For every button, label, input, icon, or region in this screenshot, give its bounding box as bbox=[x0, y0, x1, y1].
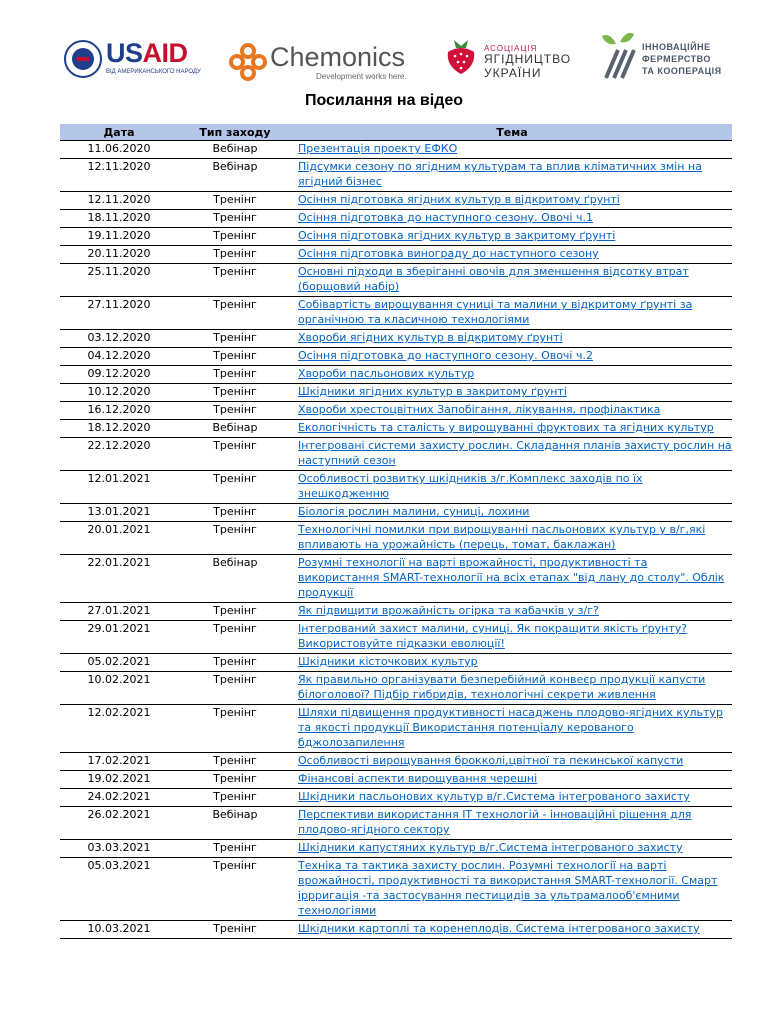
topic-video-link[interactable]: Технологічні помилки при вирощуванні пасльонових культур у в/г,які впливають на урожайність (перець, томат, баклажан) bbox=[298, 523, 706, 551]
table-row bbox=[60, 330, 732, 348]
row-event-type: Тренінг bbox=[178, 921, 292, 939]
topic-video-link[interactable]: Фінансові аспекти вирощування черешні bbox=[298, 772, 538, 785]
sprout-icon bbox=[600, 30, 636, 80]
row-topic-cell bbox=[292, 555, 732, 603]
row-event-type: Тренінг bbox=[178, 471, 292, 504]
row-event-type: Тренінг bbox=[178, 840, 292, 858]
topic-video-link[interactable]: Шкідники кісточкових культур bbox=[298, 655, 478, 668]
row-topic-cell bbox=[292, 504, 732, 522]
row-event-type: Тренінг bbox=[178, 789, 292, 807]
row-topic-cell bbox=[292, 366, 732, 384]
row-date: 20.01.2021 bbox=[60, 522, 178, 555]
row-event-type: Тренінг bbox=[178, 504, 292, 522]
row-date: 29.01.2021 bbox=[60, 621, 178, 654]
row-event-type: Тренінг bbox=[178, 522, 292, 555]
row-topic-cell bbox=[292, 264, 732, 297]
table-row bbox=[60, 438, 732, 471]
row-event-type: Тренінг bbox=[178, 705, 292, 753]
row-topic-cell bbox=[292, 840, 732, 858]
row-date: 22.01.2021 bbox=[60, 555, 178, 603]
row-topic-cell bbox=[292, 297, 732, 330]
row-event-type: Тренінг bbox=[178, 402, 292, 420]
row-event-type: Тренінг bbox=[178, 858, 292, 921]
row-date: 11.06.2020 bbox=[60, 141, 178, 159]
table-row bbox=[60, 192, 732, 210]
row-topic-cell bbox=[292, 228, 732, 246]
row-event-type: Тренінг bbox=[178, 438, 292, 471]
row-date: 10.03.2021 bbox=[60, 921, 178, 939]
row-topic-cell bbox=[292, 771, 732, 789]
row-topic-cell bbox=[292, 438, 732, 471]
row-topic-cell bbox=[292, 858, 732, 921]
row-topic-cell bbox=[292, 348, 732, 366]
row-topic-cell bbox=[292, 420, 732, 438]
row-topic-cell bbox=[292, 753, 732, 771]
row-date: 13.01.2021 bbox=[60, 504, 178, 522]
row-event-type: Тренінг bbox=[178, 384, 292, 402]
topic-video-link[interactable]: Хвороби хрестоцвітних Запобігання, лікування, профілактика bbox=[298, 403, 661, 416]
row-topic-cell bbox=[292, 807, 732, 840]
row-date: 12.11.2020 bbox=[60, 192, 178, 210]
row-event-type: Тренінг bbox=[178, 297, 292, 330]
chemonics-tagline: Development works here. bbox=[316, 72, 407, 81]
video-links-table bbox=[60, 124, 732, 939]
topic-video-link[interactable]: Шляхи підвищення продуктивності насаджень плодово-ягідних культур та якості продукції Використання потенціалу керованого бджолозапилення bbox=[298, 706, 723, 749]
row-date: 10.02.2021 bbox=[60, 672, 178, 705]
topic-video-link[interactable]: Осіння підготовка до наступного сезону. Овочі ч.1 bbox=[298, 211, 593, 224]
page-title: Посилання на відео bbox=[304, 92, 464, 109]
topic-video-link[interactable]: Презентація проекту ЕФКО bbox=[298, 142, 458, 155]
row-event-type: Тренінг bbox=[178, 246, 292, 264]
row-date: 05.03.2021 bbox=[60, 858, 178, 921]
row-event-type: Тренінг bbox=[178, 192, 292, 210]
column-header-type: Тип заходу bbox=[178, 124, 292, 141]
column-header-topic: Тема bbox=[292, 124, 732, 141]
table-row bbox=[60, 840, 732, 858]
row-event-type: Тренінг bbox=[178, 771, 292, 789]
table-row bbox=[60, 159, 732, 192]
topic-video-link[interactable]: Підсумки сезону по ягідним культурам та вплив кліматичних змін на ягідний бізнес bbox=[298, 160, 702, 188]
row-event-type: Вебінар bbox=[178, 807, 292, 840]
column-header-date: Дата bbox=[60, 124, 178, 141]
row-event-type: Тренінг bbox=[178, 348, 292, 366]
association-line-1: АСОЦІАЦІЯ bbox=[484, 44, 538, 53]
chemonics-mark-icon bbox=[228, 42, 268, 82]
row-topic-cell bbox=[292, 210, 732, 228]
row-event-type: Вебінар bbox=[178, 555, 292, 603]
table-header-row bbox=[60, 124, 732, 141]
row-event-type: Тренінг bbox=[178, 621, 292, 654]
row-topic-cell bbox=[292, 603, 732, 621]
topic-video-link[interactable]: Шкідники картоплі та коренеплодів. Система інтегрованого захисту bbox=[298, 922, 700, 935]
topic-video-link[interactable]: Шкідники ягідних культур в закритому ґрунті bbox=[298, 385, 567, 398]
topic-video-link[interactable]: Екологічність та сталість у вирощуванні фруктових та ягідних культур bbox=[298, 421, 714, 434]
row-event-type: Тренінг bbox=[178, 330, 292, 348]
row-date: 10.12.2020 bbox=[60, 384, 178, 402]
innovative-line-2: ФЕРМЕРСТВО bbox=[642, 54, 711, 64]
row-event-type: Тренінг bbox=[178, 753, 292, 771]
row-date: 27.01.2021 bbox=[60, 603, 178, 621]
row-topic-cell bbox=[292, 522, 732, 555]
topic-video-link[interactable]: Осіння підготовка ягідних культур в закритому ґрунті bbox=[298, 229, 616, 242]
row-topic-cell bbox=[292, 330, 732, 348]
row-topic-cell bbox=[292, 921, 732, 939]
topic-video-link[interactable]: Біологія рослин малини, суниці, лохини bbox=[298, 505, 530, 518]
row-date: 20.11.2020 bbox=[60, 246, 178, 264]
row-date: 04.12.2020 bbox=[60, 348, 178, 366]
row-topic-cell bbox=[292, 192, 732, 210]
topic-video-link[interactable]: Шкідники пасльонових культур в/г.Система інтегрованого захисту bbox=[298, 790, 690, 803]
table-row bbox=[60, 705, 732, 753]
table-row bbox=[60, 246, 732, 264]
row-date: 12.11.2020 bbox=[60, 159, 178, 192]
row-date: 19.11.2020 bbox=[60, 228, 178, 246]
row-date: 12.02.2021 bbox=[60, 705, 178, 753]
table-row bbox=[60, 522, 732, 555]
row-date: 22.12.2020 bbox=[60, 438, 178, 471]
table-row bbox=[60, 603, 732, 621]
row-date: 03.03.2021 bbox=[60, 840, 178, 858]
table-row bbox=[60, 264, 732, 297]
topic-video-link[interactable]: Особливості розвитку шкідників з/г.Комплекс заходів по їх знешкодженню bbox=[298, 472, 643, 500]
row-event-type: Тренінг bbox=[178, 264, 292, 297]
table-row bbox=[60, 141, 732, 159]
topic-video-link[interactable]: Осіння підготовка винограду до наступного сезону bbox=[298, 247, 599, 260]
topic-video-link[interactable]: Осіння підготовка до наступного сезону. Овочі ч.2 bbox=[298, 349, 593, 362]
association-line-2: ЯГІДНИЦТВО bbox=[484, 52, 572, 66]
topic-video-link[interactable]: Як підвищити врожайність огірка та кабачків у з/г? bbox=[298, 604, 599, 617]
association-logo bbox=[444, 36, 604, 96]
logo-strip bbox=[60, 30, 740, 90]
row-event-type: Вебінар bbox=[178, 159, 292, 192]
row-event-type: Тренінг bbox=[178, 210, 292, 228]
row-date: 17.02.2021 bbox=[60, 753, 178, 771]
table-row bbox=[60, 228, 732, 246]
table-row bbox=[60, 654, 732, 672]
row-topic-cell bbox=[292, 159, 732, 192]
row-topic-cell bbox=[292, 471, 732, 504]
row-event-type: Тренінг bbox=[178, 366, 292, 384]
table-row bbox=[60, 807, 732, 840]
row-date: 25.11.2020 bbox=[60, 264, 178, 297]
row-date: 27.11.2020 bbox=[60, 297, 178, 330]
table-row bbox=[60, 420, 732, 438]
table-row bbox=[60, 753, 732, 771]
table-row bbox=[60, 789, 732, 807]
innovative-line-3: ТА КООПЕРАЦІЯ bbox=[642, 66, 722, 76]
table-row bbox=[60, 366, 732, 384]
topic-video-link[interactable]: Інтегрований захист малини, суниці. Як покращити якість ґрунту? Використовуйте підказки еволюції! bbox=[298, 622, 688, 650]
row-event-type: Вебінар bbox=[178, 141, 292, 159]
row-topic-cell bbox=[292, 246, 732, 264]
row-topic-cell bbox=[292, 384, 732, 402]
topic-video-link[interactable]: Хвороби ягідних культур в відкритому ґрунті bbox=[298, 331, 563, 344]
row-date: 26.02.2021 bbox=[60, 807, 178, 840]
innovative-line-1: ІННОВАЦІЙНЕ bbox=[642, 42, 711, 52]
table-row bbox=[60, 384, 732, 402]
table-row bbox=[60, 297, 732, 330]
row-topic-cell bbox=[292, 672, 732, 705]
row-topic-cell bbox=[292, 705, 732, 753]
association-line-3: УКРАЇНИ bbox=[484, 66, 542, 80]
topic-video-link[interactable]: Собівартість вирощування суниці та малини у відкритому ґрунті за органічною та класичною технологіями bbox=[298, 298, 693, 326]
usaid-seal-icon bbox=[64, 40, 102, 78]
row-topic-cell bbox=[292, 654, 732, 672]
table-row bbox=[60, 771, 732, 789]
row-date: 24.02.2021 bbox=[60, 789, 178, 807]
row-date: 05.02.2021 bbox=[60, 654, 178, 672]
row-date: 19.02.2021 bbox=[60, 771, 178, 789]
row-date: 09.12.2020 bbox=[60, 366, 178, 384]
topic-video-link[interactable]: Як правильно організувати безперебійний конвеєр продукції капусти білоголової? Підбір гибридів, технологічні секрети живлення bbox=[298, 673, 706, 701]
table-row bbox=[60, 471, 732, 504]
usaid-tagline: ВІД АМЕРИКАНСЬКОГО НАРОДУ bbox=[106, 69, 201, 75]
row-date: 12.01.2021 bbox=[60, 471, 178, 504]
chemonics-wordmark: Chemonics bbox=[270, 42, 406, 72]
topic-video-link[interactable]: Шкідники капустяних культур в/г.Система інтегрованого захисту bbox=[298, 841, 683, 854]
topic-video-link[interactable]: Особливості вирощування брокколі,цвітної та пекинської капусти bbox=[298, 754, 684, 767]
row-date: 18.12.2020 bbox=[60, 420, 178, 438]
usaid-wordmark: USAID bbox=[106, 38, 188, 68]
table-row bbox=[60, 921, 732, 939]
table-row bbox=[60, 402, 732, 420]
table-row bbox=[60, 555, 732, 603]
table-row bbox=[60, 621, 732, 654]
table-row bbox=[60, 858, 732, 921]
topic-video-link[interactable]: Осіння підготовка ягідних культур в відкритому ґрунті bbox=[298, 193, 620, 206]
row-topic-cell bbox=[292, 402, 732, 420]
topic-video-link[interactable]: Хвороби пасльонових культур bbox=[298, 367, 475, 380]
row-event-type: Вебінар bbox=[178, 420, 292, 438]
row-date: 16.12.2020 bbox=[60, 402, 178, 420]
topic-video-link[interactable]: Розумні технології на варті врожайності, продуктивності та використання SMART-технології на всіх етапах "від лану до столу". Облік продукції bbox=[298, 556, 725, 599]
row-topic-cell bbox=[292, 789, 732, 807]
row-topic-cell bbox=[292, 621, 732, 654]
row-event-type: Тренінг bbox=[178, 654, 292, 672]
row-event-type: Тренінг bbox=[178, 228, 292, 246]
row-date: 18.11.2020 bbox=[60, 210, 178, 228]
topic-video-link[interactable]: Перспективи використання IT технологій - інноваційні рішення для плодово-ягідного сектору bbox=[298, 808, 692, 836]
row-date: 03.12.2020 bbox=[60, 330, 178, 348]
row-topic-cell bbox=[292, 141, 732, 159]
topic-video-link[interactable]: Основні підходи в зберіганні овочів для зменшення відсотку втрат (борщовий набір) bbox=[298, 265, 689, 293]
strawberry-icon bbox=[444, 36, 478, 76]
topic-video-link[interactable]: Інтегровані системи захисту рослин. Складання планів захисту рослин на наступний сезон bbox=[298, 439, 732, 467]
table-row bbox=[60, 210, 732, 228]
innovative-farming-logo bbox=[600, 30, 750, 90]
table-row bbox=[60, 504, 732, 522]
row-event-type: Тренінг bbox=[178, 603, 292, 621]
topic-video-link[interactable]: Техніка та тактика захисту рослин. Розумні технології на варті врожайності, продуктивності та використання SMART-технології. Смарт іррригація -та застосування пестицидів за ультрамалооб'ємними технологіями bbox=[298, 859, 718, 917]
table-row bbox=[60, 348, 732, 366]
table-row bbox=[60, 672, 732, 705]
row-event-type: Тренінг bbox=[178, 672, 292, 705]
